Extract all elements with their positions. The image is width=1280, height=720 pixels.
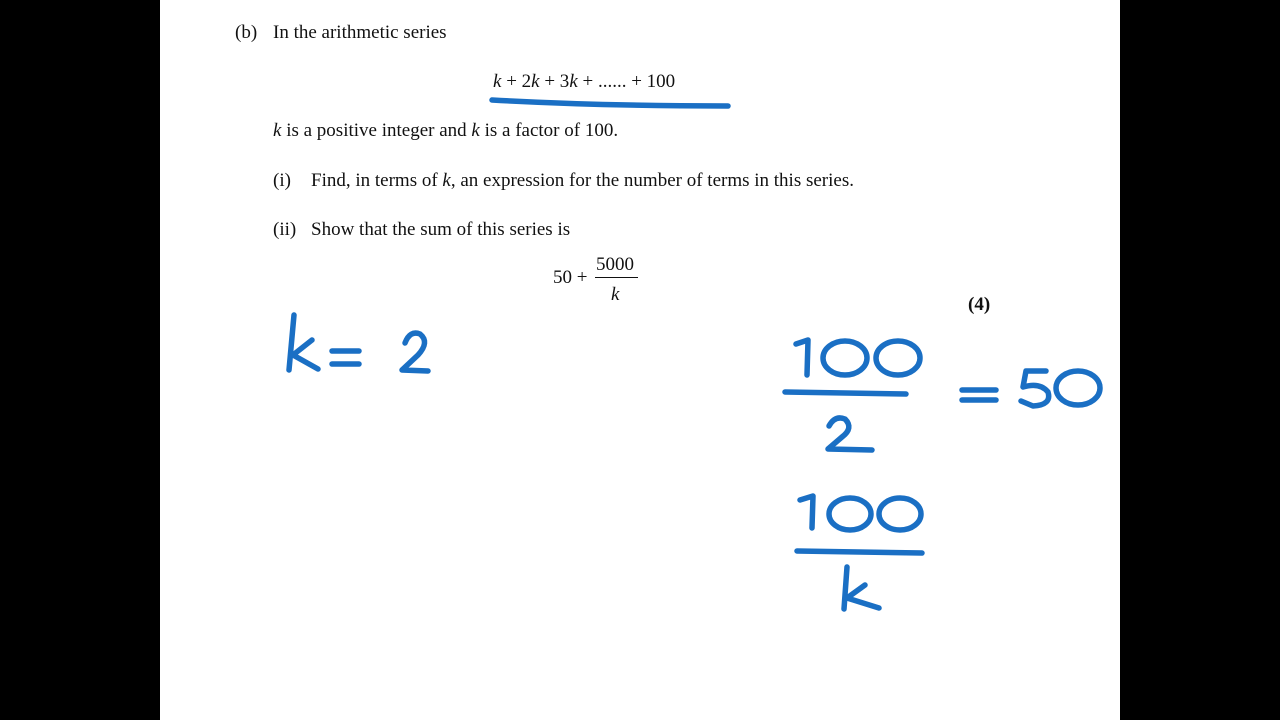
sum-whole: 50 + [553,267,588,288]
part-ii-text: Show that the sum of this series is [311,219,571,240]
sum-denominator: k [611,284,620,305]
part-i-label: (i) [273,170,291,191]
part-ii-label: (ii) [273,219,297,240]
part-i-text: Find, in terms of k, an expression for the number of terms in this series. [311,170,854,191]
part-intro: In the arithmetic series [273,22,447,43]
ink-series-underline [492,100,728,106]
sum-numerator: 5000 [596,254,634,275]
ink-100-over-k [797,496,922,609]
ink-k-equals-2 [289,315,428,371]
condition-text: k is a positive integer and k is a factor of 100. [273,120,619,141]
series-expression: k + 2k + 3k + ...... + 100 [493,71,676,92]
handwritten-ink [160,0,1120,720]
marks-label: (4) [968,294,991,315]
worksheet-page [160,0,1120,720]
part-label: (b) [235,22,258,43]
ink-100-over-2-equals-50 [785,340,1100,450]
